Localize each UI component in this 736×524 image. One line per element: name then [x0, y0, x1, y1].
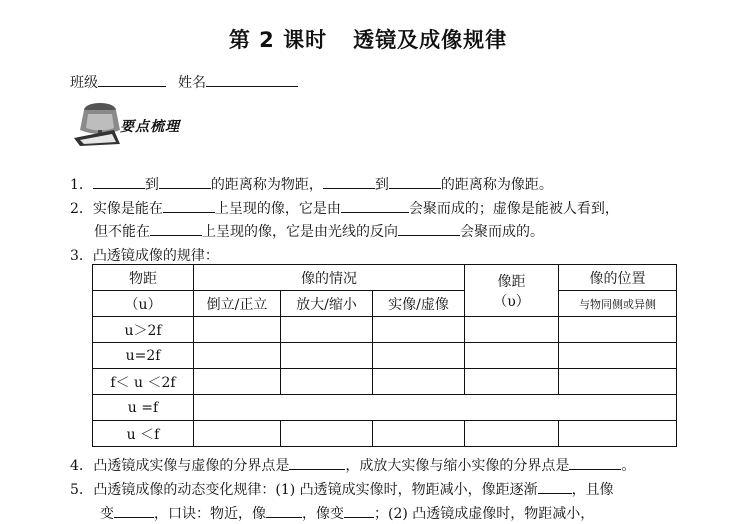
answer-cell[interactable] [194, 395, 677, 421]
blank-1b[interactable] [159, 174, 211, 189]
imaging-rules-table [92, 264, 677, 447]
answer-cell[interactable] [465, 369, 559, 395]
row-label: u ＜f [93, 421, 194, 447]
page-title [0, 24, 736, 54]
blank-5c[interactable] [266, 503, 302, 518]
blank-1a[interactable] [93, 174, 145, 189]
answer-cell[interactable] [194, 369, 281, 395]
blank-5b[interactable] [114, 503, 154, 518]
blank-4b[interactable] [569, 455, 621, 470]
item-3: 3．凸透镜成像的规律： [70, 248, 219, 264]
class-label: 班级 [70, 75, 98, 91]
answer-cell[interactable] [559, 343, 677, 369]
blank-1c[interactable] [323, 174, 375, 189]
item-5-cont: 变 ，口诀：物近，像 ，像变 ；(2) 凸透镜成虚像时，物距减小， [100, 503, 594, 523]
blank-1d[interactable] [389, 174, 441, 189]
name-label: 姓名 [178, 75, 206, 91]
answer-cell[interactable] [373, 421, 465, 447]
table-row [93, 343, 677, 369]
lesson-number: 第 2 课时 [228, 28, 328, 52]
name-field[interactable] [206, 72, 298, 87]
blank-5a[interactable] [538, 479, 572, 494]
answer-cell[interactable] [559, 421, 677, 447]
answer-cell[interactable] [559, 369, 677, 395]
blank-4a[interactable] [289, 455, 345, 470]
blank-2d[interactable] [398, 221, 460, 236]
table-row [93, 421, 677, 447]
table-row [93, 369, 677, 395]
answer-cell[interactable] [559, 317, 677, 343]
row-label: f＜ u ＜2f [93, 369, 194, 395]
answer-cell[interactable] [373, 369, 465, 395]
header-upright: 倒立/正立 [194, 291, 281, 317]
answer-cell[interactable] [281, 421, 373, 447]
answer-cell[interactable] [194, 421, 281, 447]
row-label: u =f [93, 395, 194, 421]
row-label: u＞2f [93, 317, 194, 343]
answer-cell[interactable] [373, 317, 465, 343]
answer-cell[interactable] [373, 343, 465, 369]
header-image-position: 像的位置 [559, 265, 677, 291]
answer-cell[interactable] [465, 421, 559, 447]
class-field[interactable] [98, 72, 166, 87]
item-2-cont: 但不能在 上呈现的像，它是由光线的反向 会聚而成的。 [94, 221, 544, 241]
item-5: 5. 凸透镜成像的动态变化规律：(1) 凸透镜成实像时，物距减小，像距逐渐 ，且像 [70, 479, 614, 499]
answer-cell[interactable] [281, 343, 373, 369]
row-label: u=2f [93, 343, 194, 369]
answer-cell[interactable] [281, 369, 373, 395]
lesson-topic: 透镜及成像规律 [353, 28, 508, 52]
header-u: （u） [93, 291, 194, 317]
table-row [93, 395, 677, 421]
header-side: 与物同侧或异侧 [559, 291, 677, 317]
header-image-distance: 像距 （υ） [465, 265, 559, 317]
blank-2c[interactable] [150, 221, 202, 236]
table-row [93, 317, 677, 343]
answer-cell[interactable] [465, 343, 559, 369]
blank-5d[interactable] [344, 503, 374, 518]
header-image-situation: 像的情况 [194, 265, 465, 291]
answer-cell[interactable] [465, 317, 559, 343]
student-info [70, 72, 298, 92]
item-2: 2．实像是能在 上呈现的像，它是由 会聚而成的；虚像是能被人看到， [70, 198, 619, 218]
blank-2b[interactable] [341, 198, 409, 213]
header-real-virtual: 实像/虚像 [373, 291, 465, 317]
item-1: 1． 到 的距离称为物距， 到 的距离称为像距。 [70, 174, 553, 194]
header-object-distance: 物距 [93, 265, 194, 291]
item-4: 4. 凸透镜成实像与虚像的分界点是 ，成放大实像与缩小实像的分界点是 。 [70, 455, 635, 475]
answer-cell[interactable] [281, 317, 373, 343]
answer-cell[interactable] [194, 343, 281, 369]
blank-2a[interactable] [163, 198, 215, 213]
answer-cell[interactable] [194, 317, 281, 343]
header-size: 放大/缩小 [281, 291, 373, 317]
section-label: 要点梳理 [120, 119, 180, 135]
